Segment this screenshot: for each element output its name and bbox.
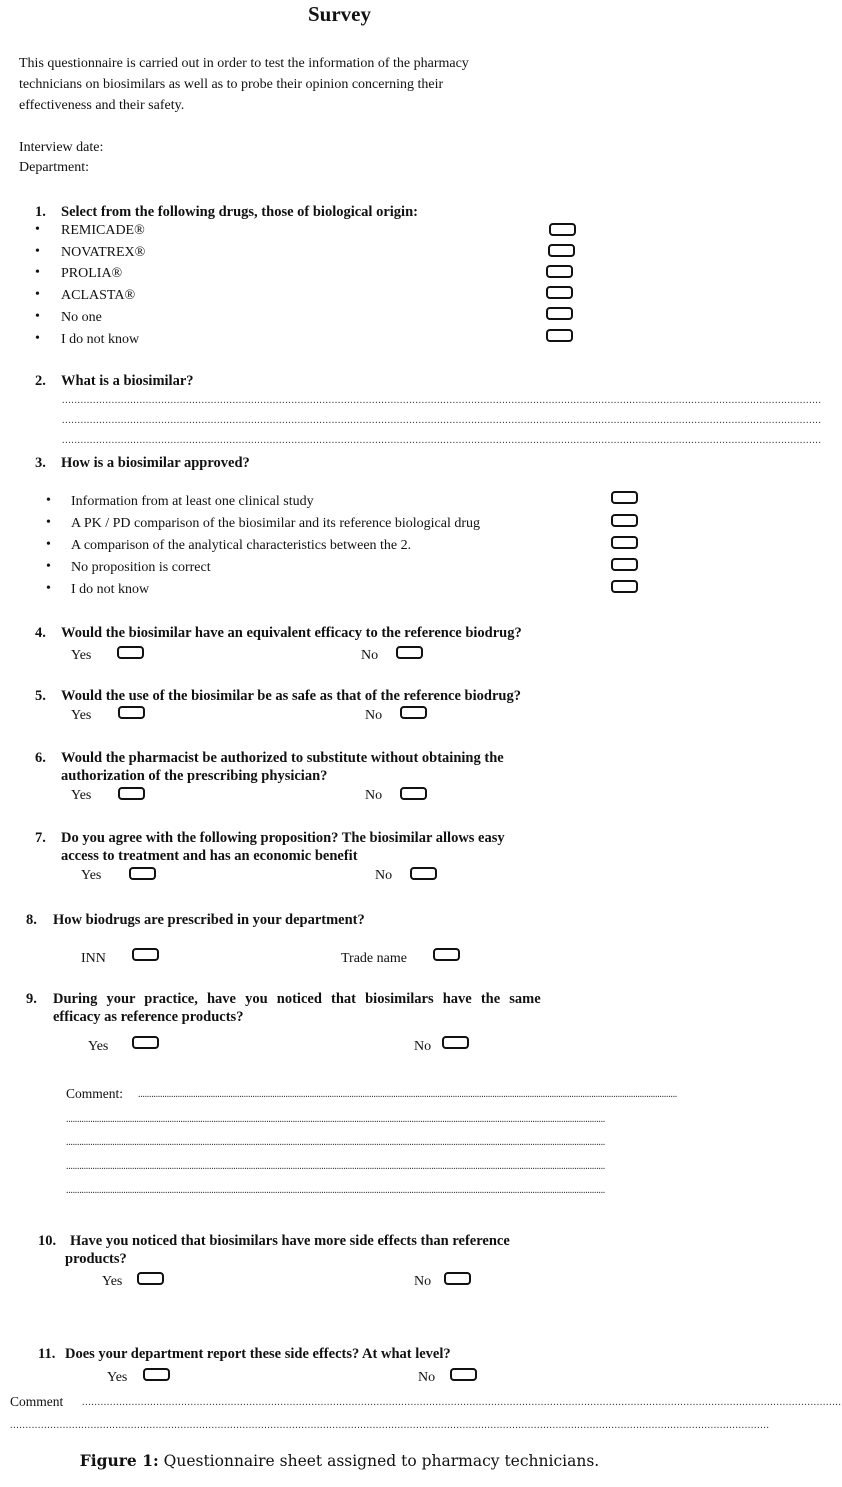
- option-label: A comparison of the analytical characteristics between the 2.: [71, 538, 412, 553]
- question-number: 5.: [35, 688, 46, 704]
- question-text: Would the pharmacist be authorized to substitute without obtaining the: [61, 750, 504, 766]
- checkbox-yes[interactable]: [129, 867, 156, 880]
- yes-label: Yes: [88, 1039, 109, 1054]
- yes-label: Yes: [71, 648, 92, 663]
- intro-line: effectiveness and their safety.: [19, 98, 185, 113]
- question-text: What is a biosimilar?: [61, 373, 194, 389]
- checkbox-yes[interactable]: [118, 706, 145, 719]
- no-label: No: [361, 648, 379, 663]
- question-text: access to treatment and has an economic benefit: [61, 848, 358, 864]
- bullet-icon: •: [46, 581, 51, 596]
- question-text: efficacy as reference products?: [53, 1009, 244, 1025]
- question-number: 11.: [38, 1346, 56, 1362]
- question-text: During your practice, have you noticed that biosimilars have the same: [53, 991, 541, 1007]
- answer-line[interactable]: .....................................................................................................................................................................................................................................................: [62, 395, 822, 406]
- option-label: No proposition is correct: [71, 560, 211, 575]
- question-number: 9.: [26, 991, 37, 1007]
- checkbox-yes[interactable]: [118, 787, 145, 800]
- option-label: Information from at least one clinical study: [71, 494, 314, 509]
- checkbox-no[interactable]: [396, 646, 423, 659]
- yes-label: Yes: [71, 708, 92, 723]
- checkbox-novatrex[interactable]: [548, 244, 575, 257]
- checkbox-no-one[interactable]: [546, 307, 573, 320]
- checkbox-trade-name[interactable]: [433, 948, 460, 961]
- no-label: No: [375, 868, 393, 883]
- option-label: No one: [61, 310, 102, 325]
- answer-line[interactable]: .....................................................................................................................................................................................................................................................: [62, 415, 822, 426]
- comment-line[interactable]: .....................................................................................................................................................................................................................................................: [82, 1397, 842, 1408]
- question-text: Would the biosimilar have an equivalent efficacy to the reference biodrug?: [61, 625, 522, 641]
- bullet-icon: •: [35, 287, 40, 302]
- checkbox-prolia[interactable]: [546, 265, 573, 278]
- question-number: 7.: [35, 830, 46, 846]
- question-text: Would the use of the biosimilar be as safe as that of the reference biodrug?: [61, 688, 521, 704]
- checkbox-no[interactable]: [442, 1036, 469, 1049]
- answer-line[interactable]: .....................................................................................................................................................................................................................................................: [62, 435, 822, 446]
- checkbox-aclasta[interactable]: [546, 286, 573, 299]
- bullet-icon: •: [35, 244, 40, 259]
- checkbox-yes[interactable]: [132, 1036, 159, 1049]
- intro-line: This questionnaire is carried out in order to test the information of the pharmacy: [19, 56, 469, 71]
- no-label: No: [365, 788, 383, 803]
- comment-line[interactable]: .....................................................................................................................................................................................................................................................: [66, 1114, 606, 1125]
- checkbox-no[interactable]: [450, 1368, 477, 1381]
- question-text: Select from the following drugs, those of biological origin:: [61, 204, 418, 220]
- question-number: 3.: [35, 455, 46, 471]
- no-label: No: [418, 1370, 436, 1385]
- bullet-icon: •: [35, 222, 40, 237]
- bullet-icon: •: [35, 309, 40, 324]
- no-label: No: [365, 708, 383, 723]
- bullet-icon: •: [46, 537, 51, 552]
- checkbox-no[interactable]: [444, 1272, 471, 1285]
- yes-label: Yes: [102, 1274, 123, 1289]
- option-label: I do not know: [71, 582, 150, 597]
- question-text: Do you agree with the following proposition? The biosimilar allows easy: [61, 830, 505, 846]
- interview-date-label: Interview date:: [19, 140, 104, 155]
- checkbox-yes[interactable]: [143, 1368, 170, 1381]
- checkbox-inn[interactable]: [132, 948, 159, 961]
- bullet-icon: •: [46, 559, 51, 574]
- comment-line[interactable]: .....................................................................................................................................................................................................................................................: [10, 1420, 770, 1431]
- comment-label: Comment:: [66, 1086, 123, 1101]
- option-label: A PK / PD comparison of the biosimilar and its reference biological drug: [71, 516, 481, 531]
- checkbox-analytical[interactable]: [611, 536, 638, 549]
- survey-title: Survey: [308, 2, 371, 26]
- checkbox-do-not-know[interactable]: [611, 580, 638, 593]
- department-label: Department:: [19, 160, 89, 175]
- question-number: 6.: [35, 750, 46, 766]
- comment-line[interactable]: .....................................................................................................................................................................................................................................................: [66, 1185, 606, 1196]
- question-text: products?: [65, 1251, 127, 1267]
- question-text: How biodrugs are prescribed in your department?: [53, 912, 365, 928]
- checkbox-pk-pd[interactable]: [611, 514, 638, 527]
- question-text: Have you noticed that biosimilars have more side effects than reference: [70, 1233, 510, 1249]
- checkbox-do-not-know[interactable]: [546, 329, 573, 342]
- question-number: 10.: [38, 1233, 57, 1249]
- checkbox-no[interactable]: [410, 867, 437, 880]
- yes-label: Yes: [107, 1370, 128, 1385]
- question-number: 4.: [35, 625, 46, 641]
- question-text: How is a biosimilar approved?: [61, 455, 250, 471]
- intro-line: technicians on biosimilars as well as to probe their opinion concerning their: [19, 77, 444, 92]
- figure-caption: [0, 1451, 679, 1470]
- question-number: 2.: [35, 373, 46, 389]
- comment-label: Comment: [10, 1394, 64, 1409]
- bullet-icon: •: [46, 493, 51, 508]
- comment-line[interactable]: .....................................................................................................................................................................................................................................................: [138, 1089, 678, 1100]
- question-number: 1.: [35, 204, 46, 220]
- checkbox-no-proposition[interactable]: [611, 558, 638, 571]
- no-label: No: [414, 1039, 432, 1054]
- question-text: authorization of the prescribing physician?: [61, 768, 328, 784]
- caption-label: Figure 1:: [79, 1451, 159, 1470]
- question-text: Does your department report these side effects? At what level?: [65, 1346, 451, 1362]
- question-number: 8.: [26, 912, 37, 928]
- option-label: PROLIA®: [61, 266, 123, 281]
- comment-line[interactable]: .....................................................................................................................................................................................................................................................: [66, 1161, 606, 1172]
- yes-label: Yes: [71, 788, 92, 803]
- option-label: ACLASTA®: [61, 288, 136, 303]
- yes-label: Yes: [81, 868, 102, 883]
- trade-name-label: Trade name: [341, 951, 407, 966]
- checkbox-no[interactable]: [400, 787, 427, 800]
- checkbox-clinical-study[interactable]: [611, 491, 638, 504]
- bullet-icon: •: [46, 515, 51, 530]
- inn-label: INN: [81, 951, 106, 966]
- caption-text: Questionnaire sheet assigned to pharmacy technicians.: [158, 1452, 600, 1470]
- checkbox-yes[interactable]: [117, 646, 144, 659]
- checkbox-yes[interactable]: [137, 1272, 164, 1285]
- comment-line[interactable]: .....................................................................................................................................................................................................................................................: [66, 1137, 606, 1148]
- bullet-icon: •: [35, 331, 40, 346]
- option-label: REMICADE®: [61, 223, 145, 238]
- bullet-icon: •: [35, 265, 40, 280]
- no-label: No: [414, 1274, 432, 1289]
- option-label: NOVATREX®: [61, 245, 146, 260]
- checkbox-remicade[interactable]: [549, 223, 576, 236]
- checkbox-no[interactable]: [400, 706, 427, 719]
- option-label: I do not know: [61, 332, 140, 347]
